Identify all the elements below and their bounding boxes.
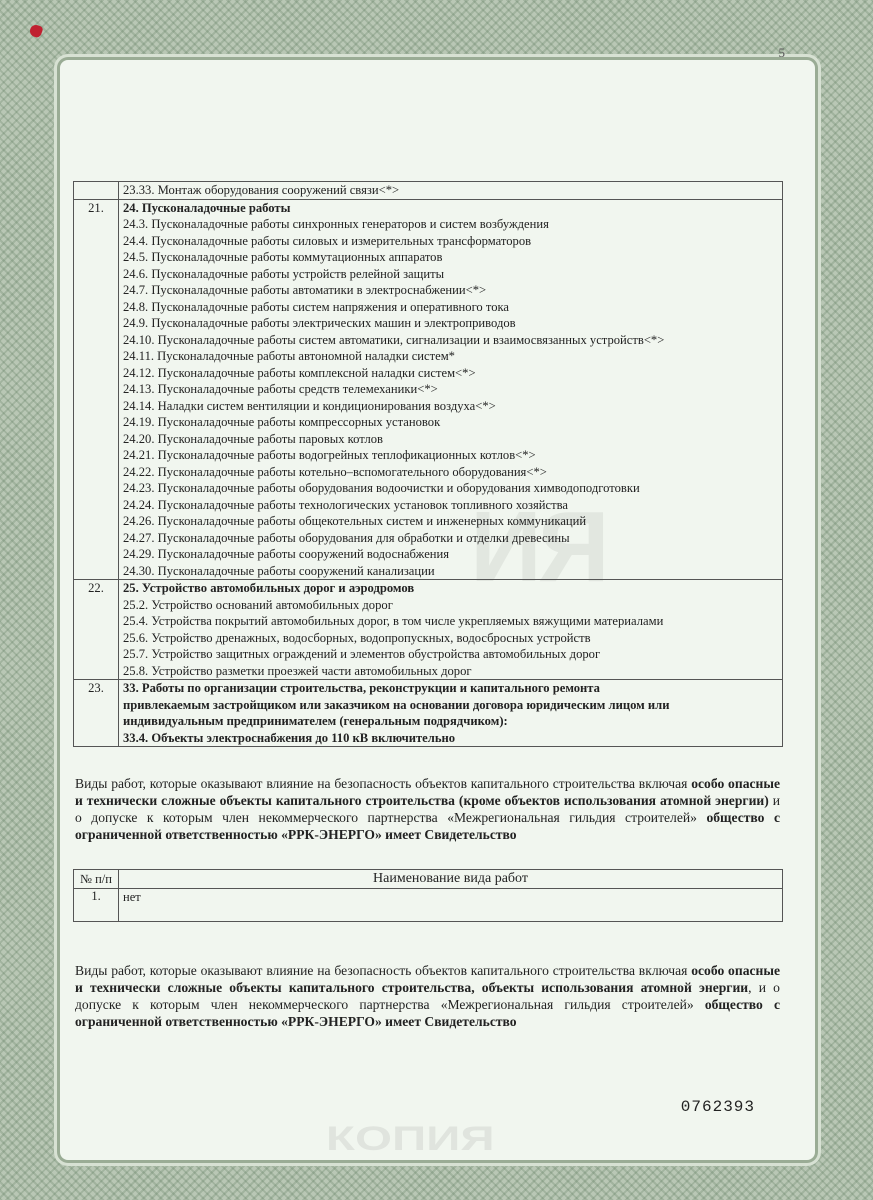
col-number-header: № п/п bbox=[74, 870, 119, 889]
para2-text-2: , и о допуске к которым член некоммерческого партнерства «Межрегиональная гильдия строителей» bbox=[75, 980, 780, 1012]
para2-bold-2: общество с ограниченной ответственностью «РРК-ЭНЕРГО» имеет Свидетельство bbox=[75, 997, 780, 1029]
red-ink-mark bbox=[28, 23, 43, 38]
work-item: 24.11. Пусконаладочные работы автономной наладки систем* bbox=[123, 349, 455, 363]
work-item: 25.8. Устройство разметки проезжей части автомобильных дорог bbox=[123, 663, 472, 678]
work-item: 24. Пусконаладочные работы bbox=[123, 200, 291, 215]
row-number: 22. bbox=[74, 580, 119, 680]
works-table-row bbox=[74, 182, 783, 200]
work-item: 24.3. Пусконаладочные работы синхронных генераторов и систем возбуждения bbox=[123, 217, 549, 231]
watermark-copy-partial: ИЯ bbox=[470, 491, 606, 603]
work-item: 24.7. Пусконаладочные работы автоматики в электроснабжении<*> bbox=[123, 283, 487, 297]
work-item: 24.23. Пусконаладочные работы оборудования водоочистки и оборудования химводоподготовки bbox=[123, 481, 640, 495]
row-number bbox=[74, 182, 119, 200]
work-item: 24.27. Пусконаладочные работы оборудования для обработки и отделки древесины bbox=[123, 530, 570, 545]
para1-bold-2: общество с ограниченной ответственностью «РРК-ЭНЕРГО» имеет Свидетельство bbox=[75, 810, 780, 842]
row-works bbox=[119, 182, 783, 200]
work-item: 24.30. Пусконаладочные работы сооружений канализации bbox=[123, 563, 435, 578]
works-table-row bbox=[74, 199, 783, 580]
works-table bbox=[73, 181, 783, 747]
work-item: 24.26. Пусконаладочные работы общекотельных систем и инженерных коммуникаций bbox=[123, 514, 587, 528]
work-item: 24.22. Пусконаладочные работы котельно–вспомогательного оборудования<*> bbox=[123, 464, 547, 479]
work-item: 24.24. Пусконаладочные работы технологических установок топливного хозяйства bbox=[123, 497, 568, 512]
work-item: 24.12. Пусконаладочные работы комплексной наладки систем<*> bbox=[123, 365, 476, 380]
works-table-row bbox=[74, 680, 783, 747]
work-item: 24.8. Пусконаладочные работы систем напряжения и оперативного тока bbox=[123, 299, 510, 314]
paragraph-nuclear bbox=[75, 962, 780, 1030]
para2-text-1: Виды работ, которые оказывают влияние на безопасность объектов капитального строительства включая bbox=[75, 963, 692, 978]
work-item: индивидуальным предпринимателем (генеральным подрядчиком): bbox=[123, 714, 508, 728]
work-item: 23.33. Монтаж оборудования сооружений связи<*> bbox=[123, 183, 400, 197]
row-number: 23. bbox=[74, 680, 119, 747]
work-item: 25.7. Устройство защитных ограждений и элементов обустройства автомобильных дорог bbox=[123, 647, 601, 661]
work-item: 24.5. Пусконаладочные работы коммутационных аппаратов bbox=[123, 250, 443, 264]
work-item: 33. Работы по организации строительства, реконструкции и капитального ремонта bbox=[123, 681, 600, 695]
work-item: 24.29. Пусконаладочные работы сооружений водоснабжения bbox=[123, 547, 450, 561]
row-number: 1. bbox=[74, 889, 119, 922]
row-works bbox=[119, 580, 783, 680]
page-number: 5 bbox=[778, 45, 785, 60]
para1-bold-1: особо опасные и технически сложные объекты капитального строительства (кроме объектов использования атомной энергии) bbox=[75, 776, 781, 808]
work-item: 24.19. Пусконаладочные работы компрессорных установок bbox=[123, 415, 441, 429]
work-item: 24.21. Пусконаладочные работы водогрейных теплофикационных котлов<*> bbox=[123, 448, 536, 462]
para1-text-1: Виды работ, которые оказывают влияние на безопасность объектов капитального строительства включая bbox=[75, 776, 692, 791]
serial-number: 0762393 bbox=[680, 1098, 755, 1116]
row-works bbox=[119, 199, 783, 580]
para1-text-2: и о допуске к которым член некоммерческого партнерства «Межрегиональная гильдия строителей» bbox=[75, 793, 780, 825]
work-item: 25.2. Устройство оснований автомобильных дорог bbox=[123, 597, 393, 612]
work-item: привлекаемым застройщиком или заказчиком на основании договора юридическим лицом или bbox=[123, 697, 670, 712]
row-works bbox=[119, 680, 783, 747]
work-item: 25. Устройство автомобильных дорог и аэродромов bbox=[123, 581, 415, 595]
nuclear-excluded-table bbox=[73, 869, 783, 922]
works-table-row bbox=[74, 580, 783, 680]
work-item: 24.13. Пусконаладочные работы средств телемеханики<*> bbox=[123, 382, 438, 396]
work-item: 24.6. Пусконаладочные работы устройств релейной защиты bbox=[123, 266, 445, 281]
work-item: 24.9. Пусконаладочные работы электрических машин и электроприводов bbox=[123, 316, 516, 330]
col-name-header: Наименование вида работ bbox=[119, 870, 783, 889]
work-item: 24.10. Пусконаладочные работы систем автоматики, сигнализации и взаимосвязанных устройств<*> bbox=[123, 332, 665, 347]
work-item: 24.14. Наладки систем вентиляции и кондиционирования воздуха<*> bbox=[123, 398, 496, 413]
paragraph-especially-dangerous bbox=[75, 775, 780, 843]
para2-bold-1: особо опасные и технически сложные объекты капитального строительства, объекты использования атомной энергии bbox=[75, 963, 781, 995]
watermark-copy: КОПИЯ bbox=[325, 1120, 495, 1158]
work-item: 24.4. Пусконаладочные работы силовых и измерительных трансформаторов bbox=[123, 233, 532, 248]
work-item: 25.6. Устройство дренажных, водосборных, водопропускных, водосбросных устройств bbox=[123, 630, 591, 645]
work-item: 33.4. Объекты электроснабжения до 110 кВ включительно bbox=[123, 730, 456, 745]
row-work-name: нет bbox=[119, 889, 783, 922]
row-number: 21. bbox=[74, 199, 119, 580]
work-item: 25.4. Устройства покрытий автомобильных дорог, в том числе укрепляемых вяжущими материалами bbox=[123, 614, 664, 628]
work-item: 24.20. Пусконаладочные работы паровых котлов bbox=[123, 431, 383, 446]
